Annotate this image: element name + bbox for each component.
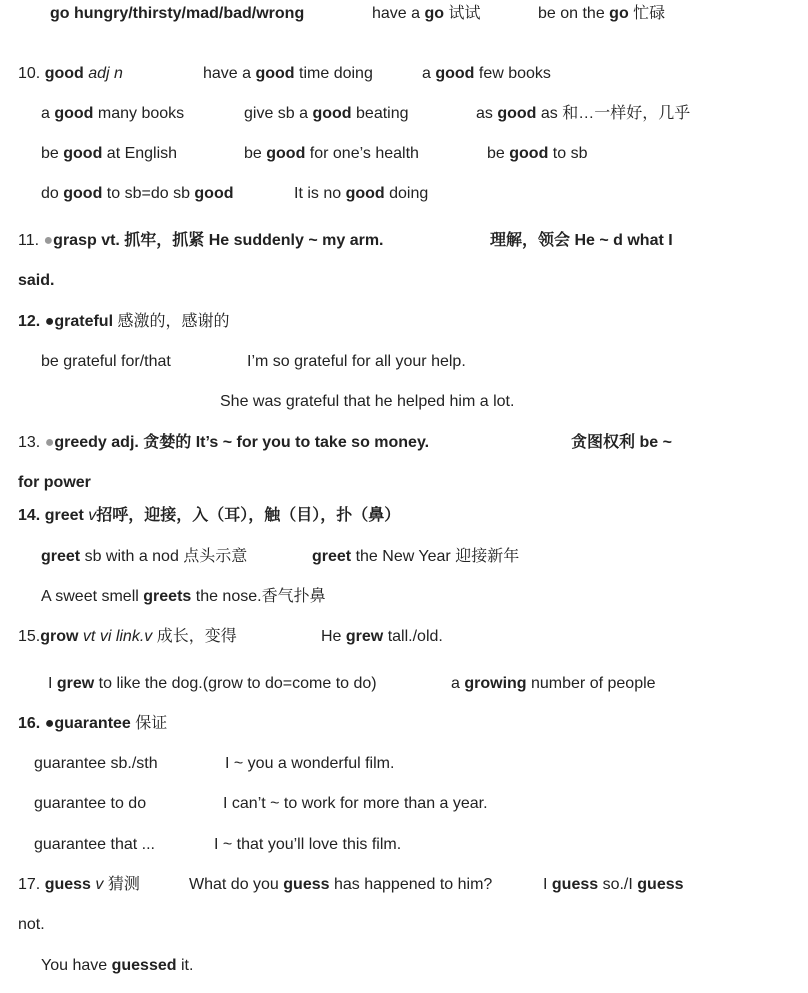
text-segment [225,749,394,779]
text-segment [18,870,140,900]
text-run: have a [203,65,256,82]
text-run: guess [283,876,330,893]
text-run: be [487,145,510,162]
text-run: a [422,65,436,82]
text-run: to like the dog.(grow to do=come to do) [94,675,377,692]
text-run: 15. [18,628,41,645]
text-line [0,830,808,860]
text-run: greedy adj. 贪婪的 It’s ~ for you to take so money. [54,434,430,451]
text-run: guarantee to do [34,795,147,812]
text-segment [18,709,167,739]
text-line [0,226,808,256]
text-run: She was grateful that he helped him a lot. [220,393,515,410]
text-run: good [497,105,537,122]
text-segment [18,59,123,89]
text-line [0,387,808,417]
text-run: tall./old. [383,628,443,645]
text-run: good [509,145,549,162]
text-run: growing [464,675,527,692]
text-run: 11. [18,232,44,249]
text-run: 17. [18,876,45,893]
text-run: guarantee sb./sth [34,755,158,772]
text-segment [451,669,656,699]
text-segment [321,622,443,652]
text-segment [487,139,587,169]
text-run: beating [351,105,409,122]
text-run: A sweet smell [41,588,144,605]
text-segment [18,428,429,458]
text-segment [41,347,171,377]
text-run: give sb a [244,105,313,122]
text-run: I’m so grateful for all your help. [247,353,466,370]
text-segment [223,789,488,819]
text-segment [18,468,91,498]
text-run: 12. ●grateful [18,313,114,330]
text-run: the New Year 迎接新年 [351,548,520,565]
text-run: I [543,876,552,893]
text-run: so./I [598,876,638,893]
text-run: adj n [88,65,123,82]
text-segment [41,139,177,169]
text-segment [34,830,155,860]
text-run: few books [474,65,551,82]
text-run: not. [18,916,45,933]
text-run: to sb=do sb [102,185,195,202]
text-run: greet [312,548,352,565]
text-run: 13. [18,434,45,451]
text-run: guarantee that ... [34,836,155,853]
text-run: number of people [526,675,656,692]
text-run: 忙碌 [628,5,666,22]
text-run: be on the [538,5,610,22]
text-run: 保证 [130,715,168,732]
text-run: 招呼，迎接，入（耳），触（目），扑（鼻） [96,507,401,524]
text-run: guess [44,876,91,893]
text-segment [41,542,247,572]
text-run: a [451,675,465,692]
text-run: be [41,145,64,162]
text-run: do [41,185,64,202]
text-run: be grateful for/that [41,353,171,370]
text-segment [34,789,146,819]
text-run: good [312,105,352,122]
text-run: vt vi link.v [82,628,153,645]
text-run: as 和…一样好，几乎 [536,105,691,122]
text-run: 14. greet [18,507,89,524]
text-line [0,347,808,377]
text-run: ● [43,232,54,249]
text-run: 成长，变得 [152,628,237,645]
text-segment [18,501,400,531]
text-run: grasp vt. 抓牢，抓紧 He suddenly ~ my arm. [53,232,384,249]
text-run: 试试 [444,5,481,22]
text-run: It is no [294,185,346,202]
text-line [0,139,808,169]
text-segment [571,428,672,458]
text-line [0,870,808,900]
text-segment [312,542,519,572]
text-run: good [435,65,475,82]
text-segment [189,870,492,900]
text-line [0,749,808,779]
text-line [0,0,808,29]
text-run: greet [41,548,81,565]
text-segment [214,830,401,860]
text-run: go [424,5,445,22]
text-run: as [476,105,498,122]
text-run: good [345,185,385,202]
text-run: v [88,507,97,524]
text-segment [220,387,514,417]
text-line [0,179,808,209]
text-run: good [255,65,295,82]
text-run: grew [345,628,384,645]
text-run: I can’t ~ to work for more than a year. [223,795,488,812]
text-run: grow [40,628,79,645]
text-run: 猜测 [103,876,140,893]
text-line [0,542,808,572]
text-run: greets [143,588,192,605]
text-segment [372,0,480,29]
text-run: be [244,145,267,162]
text-run: 理解，领会 He ~ d what I [490,232,673,249]
text-line [0,266,808,296]
text-run: guessed [111,957,177,974]
text-segment [203,59,373,89]
text-segment [476,99,690,129]
text-run: many books [93,105,185,122]
text-line [0,428,808,458]
text-run: at English [102,145,178,162]
text-line [0,709,808,739]
text-segment [41,179,234,209]
text-segment [50,0,304,29]
text-run: have a [372,5,425,22]
text-segment [48,669,377,699]
text-line [0,468,808,498]
text-run: good [194,185,234,202]
text-run: What do you [189,876,284,893]
text-run: doing [384,185,429,202]
text-run: He [321,628,346,645]
text-segment [244,139,419,169]
text-run: has happened to him? [329,876,493,893]
text-run: it. [176,957,194,974]
text-run: to sb [548,145,588,162]
text-run: 16. ●guarantee [18,715,131,732]
text-run: guess [551,876,599,893]
text-run: guess [637,876,684,893]
text-run: said. [18,272,55,289]
text-segment [422,59,551,89]
text-run: ● [44,434,55,451]
text-line [0,951,808,981]
text-line [0,789,808,819]
text-run: 10. [18,65,45,82]
text-line [0,99,808,129]
text-segment [18,226,384,256]
text-segment [34,749,158,779]
text-run: sb with a nod 点头示意 [80,548,248,565]
text-segment [18,622,237,652]
text-segment [41,582,326,612]
text-run: go [609,5,629,22]
text-line [0,669,808,699]
text-segment [18,910,45,940]
text-run: good [63,145,103,162]
text-run: You have [41,957,112,974]
text-run: the nose.香气扑鼻 [191,588,326,605]
text-run: 贪图权利 be ~ [571,434,672,451]
text-run: good [54,105,94,122]
text-line [0,622,808,652]
text-segment [41,951,193,981]
text-run: good [63,185,103,202]
text-line [0,307,808,337]
text-line [0,59,808,89]
text-segment [543,870,684,900]
text-run: time doing [294,65,373,82]
text-run: go hungry/thirsty/mad/bad/wrong [50,5,305,22]
text-run: grew [56,675,95,692]
text-run: good [44,65,84,82]
text-run: 感激的，感谢的 [113,313,230,330]
text-run: I [48,675,57,692]
text-run: I ~ you a wonderful film. [225,755,395,772]
text-run: v [95,876,104,893]
text-segment [294,179,428,209]
text-run: I ~ that you’ll love this film. [214,836,402,853]
text-segment [538,0,665,29]
text-segment [18,307,229,337]
text-line [0,501,808,531]
text-segment [244,99,409,129]
text-segment [41,99,184,129]
text-run: for one’s health [305,145,419,162]
text-line [0,582,808,612]
text-segment [490,226,673,256]
text-run: good [266,145,306,162]
text-line [0,910,808,940]
text-segment [18,266,54,296]
text-run: a [41,105,55,122]
text-segment [247,347,466,377]
text-run: for power [18,474,91,491]
